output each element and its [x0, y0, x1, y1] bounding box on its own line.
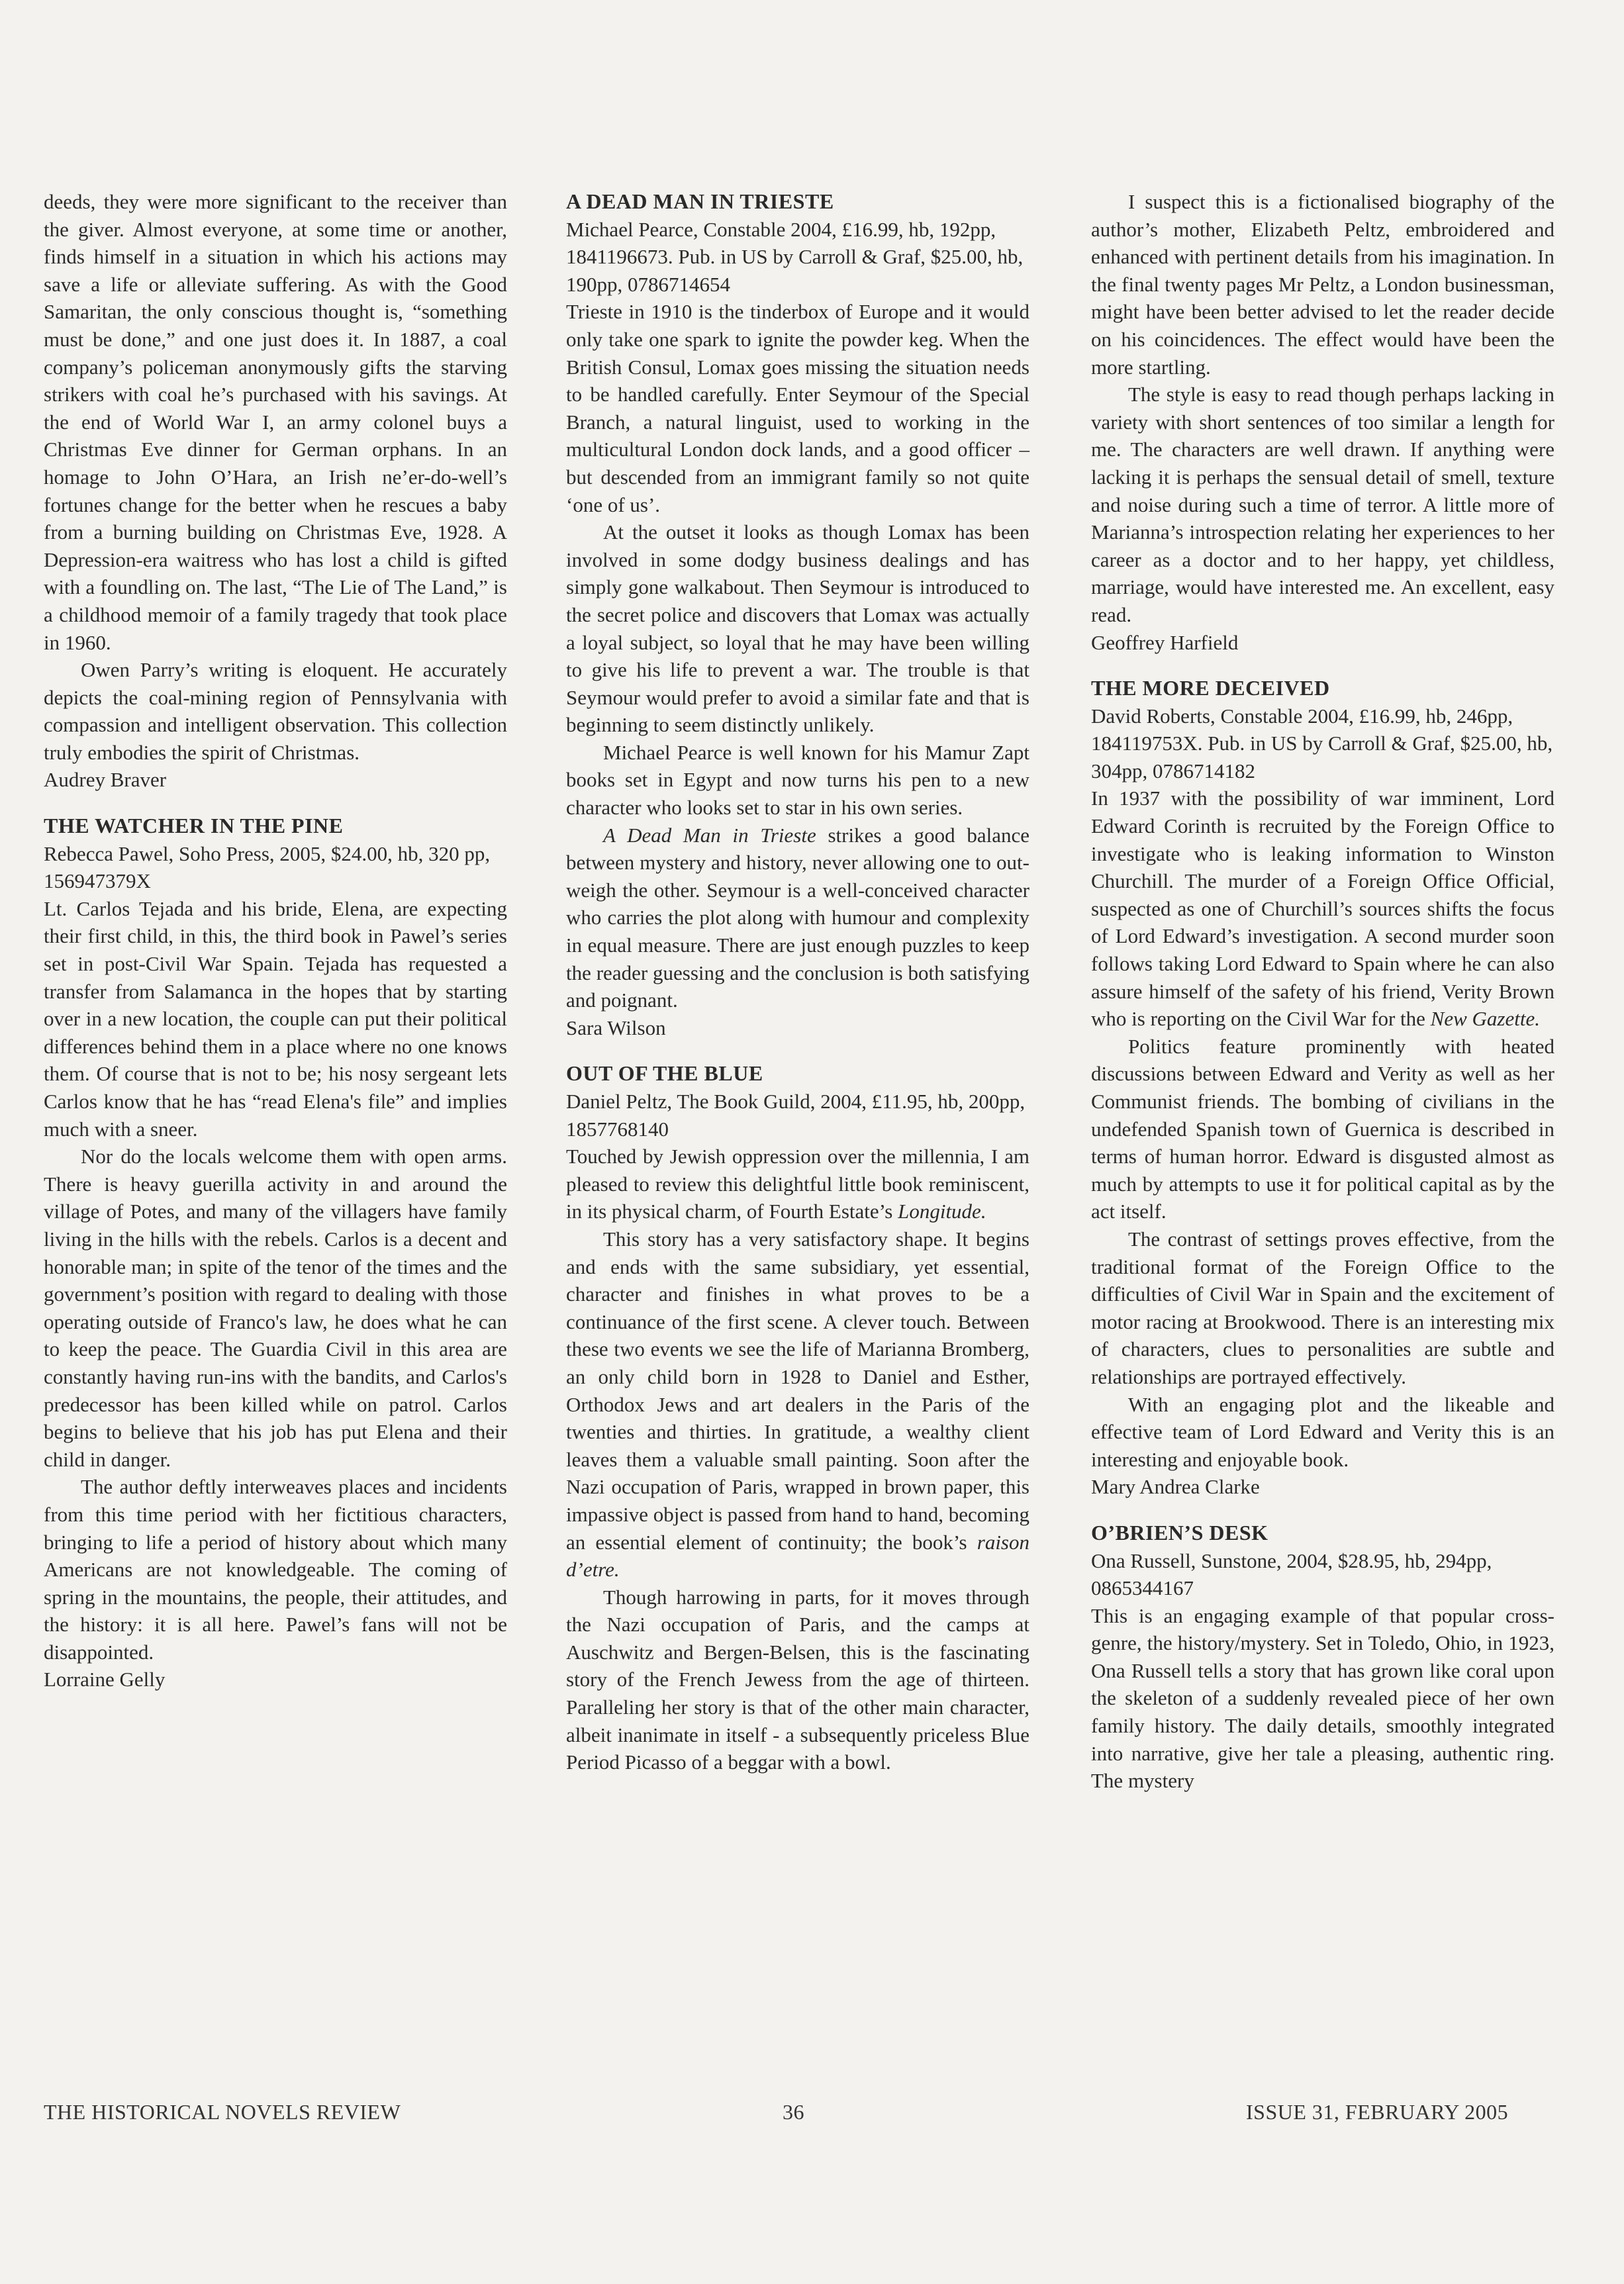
review-paragraph	[566, 1225, 1029, 1584]
reviewer-name: Audrey Braver	[44, 768, 167, 792]
footer-journal-name: THE HISTORICAL NOVELS REVIEW	[44, 2100, 401, 2124]
review-paragraph: The author deftly interweaves places and incidents from this time period with her fictitious characters, bringing to life a period of history about which many Americans are not knowledgeable. The coming of spring in the mountains, the people, their attitudes, and the history: it is all here. Pawel’s fans will not be disappointed.	[44, 1475, 507, 1664]
review-paragraph: Politics feature prominently with heated discussions between Edward and Verity as well as her Communist friends. The bombing of civilians in the undefended Spanish town of Guernica is described in terms of human horror. Edward is disgusted almost as much by attempts to use it for political capital as by the act itself.	[1091, 1034, 1554, 1223]
review-paragraph	[566, 822, 1029, 1014]
book-details: Ona Russell, Sunstone, 2004, $28.95, hb, 294pp, 0865344167	[1091, 1548, 1492, 1600]
review-title-deceived: THE MORE DECEIVED	[1091, 676, 1330, 700]
book-details: Daniel Peltz, The Book Guild, 2004, £11.95, hb, 200pp, 1857768140	[566, 1090, 1026, 1141]
review-title-blue: OUT OF THE BLUE	[566, 1061, 763, 1086]
column-left	[44, 188, 507, 1693]
book-details: Michael Pearce, Constable 2004, £16.99, hb, 192pp, 1841196673. Pub. in US by Carroll & Graf, $25.00, hb, 190pp, 0786714654	[566, 217, 1024, 296]
review-text: This story has a very satisfactory shape. It begins and ends with the same subsidiary, yet essential, character and finishes in what proves to be a continuance of the first scene. A clever touch. Between these two events we see the life of Marianna Bromberg, an only child born in 1928 to Daniel and Esther, Orthodox Jews and art dealers in the Paris of the twenties and thirties. In gratitude, a wealthy client leaves them a valuable small painting. Soon after the Nazi occupation of Paris, wrapped in brown paper, this impassive object is passed from hand to hand, becoming an essential element of continuity; the book’s	[566, 1227, 1029, 1554]
reviewer-name: Sara Wilson	[566, 1016, 666, 1039]
footer-page-number: 36	[783, 2100, 804, 2124]
book-details: David Roberts, Constable 2004, £16.99, hb, 246pp, 184119753X. Pub. in US by Carroll & Graf, $25.00, hb, 304pp, 0786714182	[1091, 704, 1553, 783]
reviewer-name: Mary Andrea Clarke	[1091, 1475, 1260, 1499]
review-title-trieste: A DEAD MAN IN TRIESTE	[566, 189, 834, 213]
review-paragraph: This is an engaging example of that popular cross-genre, the history/mystery. Set in Toledo, Ohio, in 1923, Ona Russell tells a story that has grown like coral upon the skeleton of a suddenly revealed piece of her own family history. The daily details, smoothly integrated into narrative, give her tale a pleasing, authentic ring. The mystery	[1091, 1603, 1554, 1793]
publication-title-italic: New Gazette.	[1430, 1007, 1540, 1031]
review-paragraph: Michael Pearce is well known for his Mamur Zapt books set in Egypt and now turns his pen to a new character who looks set to star in his own series.	[566, 740, 1029, 820]
column-right	[1091, 188, 1554, 1795]
review-paragraph	[1091, 785, 1554, 1032]
italic-phrase: raison d’etre.	[566, 1530, 1029, 1582]
review-title-watcher: THE WATCHER IN THE PINE	[44, 814, 344, 838]
reviewer-name: Lorraine Gelly	[44, 1668, 166, 1691]
review-paragraph: Trieste in 1910 is the tinderbox of Europe and it would only take one spark to ignite the powder keg. When the British Consul, Lomax goes missing the situation needs to be handled carefully. Enter Seymour of the Special Branch, a natural linguist, used to working in the multicultural London dock lands, and a good officer – but descended from an immigrant family so not quite ‘one of us’.	[566, 300, 1029, 516]
review-paragraph: The style is easy to read though perhaps lacking in variety with short sentences of too similar a length for me. The characters are well drawn. If anything were lacking it is perhaps the sensual detail of smell, texture and noise during such a time of terror. A little more of Marianna’s introspection relating her experiences to her career as a doctor and to her happy, yet childless, marriage, would have interested me. An excellent, easy read.	[1091, 383, 1554, 626]
review-paragraph: The contrast of settings proves effective, from the traditional format of the Foreign Office to the difficulties of Civil War in Spain and the excitement of motor racing at Brookwood. There is an interesting mix of characters, clues to personalities are subtle and relationships are portrayed effectively.	[1091, 1227, 1554, 1388]
review-text: Touched by Jewish oppression over the millennia, I am pleased to review this delightful little book reminiscent, in its physical charm, of Fourth Estate’s	[566, 1145, 1029, 1223]
review-paragraph: Lt. Carlos Tejada and his bride, Elena, are expecting their first child, in this, the third book in Pawel’s series set in post-Civil War Spain. Tejada has requested a transfer from Salamanca in the hopes that by starting over in a new location, the couple can put their political differences behind them in a place where no one knows them. Of course that is not to be; his nosy sergeant lets Carlos know that he has “read Elena's file” and implies much with a sneer.	[44, 896, 507, 1141]
review-text: strikes a good balance between mystery and history, never allowing one to out-weigh the other. Seymour is a well-conceived character who carries the plot along with humour and complexity in equal measure. There are just enough puzzles to keep the reader guessing and the conclusion is both satisfying and poignant.	[566, 823, 1029, 1012]
book-title-italic: Longitude.	[898, 1200, 986, 1223]
book-details: Rebecca Pawel, Soho Press, 2005, $24.00, hb, 320 pp, 156947379X	[44, 841, 491, 893]
column-middle	[566, 188, 1029, 1776]
review-text: In 1937 with the possibility of war imminent, Lord Edward Corinth is recruited by the Foreign Office to investigate who is leaking information to Winston Churchill. The murder of a Foreign Office Official, suspected as one of Churchill’s sources shifts the focus of Lord Edward’s investigation. A second murder soon follows taking Lord Edward to Spain where he can also assure himself of the safety of his friend, Verity Brown who is reporting on the Civil War for the	[1091, 786, 1554, 1031]
review-title-obrien: O’BRIEN’S DESK	[1091, 1520, 1268, 1545]
review-paragraph: Though harrowing in parts, for it moves through the Nazi occupation of Paris, and the camps at Auschwitz and Bergen-Belsen, this is the fascinating story of the French Jewess from the age of thirteen. Paralleling her story is that of the other main character, albeit inanimate in itself - a subsequently priceless Blue Period Picasso of a beggar with a bowl.	[566, 1585, 1029, 1774]
review-paragraph: At the outset it looks as though Lomax has been involved in some dodgy business dealings and has simply gone walkabout. Then Seymour is introduced to the secret police and discovers that Lomax was actually a loyal subject, so loyal that he may have been willing to give his life to prevent a war. The trouble is that Seymour would prefer to avoid a similar fate and that is beginning to seem distinctly unlikely.	[566, 520, 1029, 737]
review-paragraph	[566, 1143, 1029, 1225]
review-paragraph: I suspect this is a fictionalised biography of the author’s mother, Elizabeth Peltz, embroidered and enhanced with pertinent details from his imagination. In the final twenty pages Mr Peltz, a London businessman, might have been better advised to let the reader decide on his coincidences. The effect would have been the more startling.	[1091, 190, 1554, 379]
review-continuation-text: deeds, they were more significant to the receiver than the giver. Almost everyone, at some time or another, finds himself in a situation in which his actions may save a life or alleviate suffering. As with the Good Samaritan, the only conscious thought is, “something must be done,” and one just does it. In 1887, a coal company’s policeman anonymously gifts the starving strikers with coal he’s purchased with his savings. At the end of World War I, an army colonel buys a Christmas Eve dinner for German orphans. In an homage to John O’Hara, an Irish ne’er-do-well’s fortunes change for the better when he rescues a baby from a burning building on Christmas Eve, 1928. A Depression-era waitress who has lost a child is gifted with a foundling on. The last, “The Lie of The Land,” is a childhood memoir of a family tragedy that took place in 1960.	[44, 190, 507, 654]
footer-issue: ISSUE 31, FEBRUARY 2005	[1246, 2100, 1509, 2124]
review-paragraph: Nor do the locals welcome them with open arms. There is heavy guerilla activity in and around the village of Potes, and many of the villagers have family living in the hills with the rebels. Carlos is a decent and honorable man; in spite of the tenor of the times and the government’s position with regard to dealing with those operating outside of Franco's law, he does what he can to keep the peace. The Guardia Civil in this area are constantly having run-ins with the bandits, and Carlos's predecessor has been killed while on patrol. Carlos begins to believe that his job has put Elena and their child in danger.	[44, 1145, 507, 1471]
review-paragraph: Owen Parry’s writing is eloquent. He accurately depicts the coal-mining region of Pennsylvania with compassion and intelligent observation. This collection truly embodies the spirit of Christmas.	[44, 658, 507, 764]
book-title-italic: A Dead Man in Trieste	[603, 823, 816, 847]
reviewer-name: Geoffrey Harfield	[1091, 630, 1239, 654]
review-paragraph: With an engaging plot and the likeable and effective team of Lord Edward and Verity this is an interesting and enjoyable book.	[1091, 1392, 1554, 1471]
